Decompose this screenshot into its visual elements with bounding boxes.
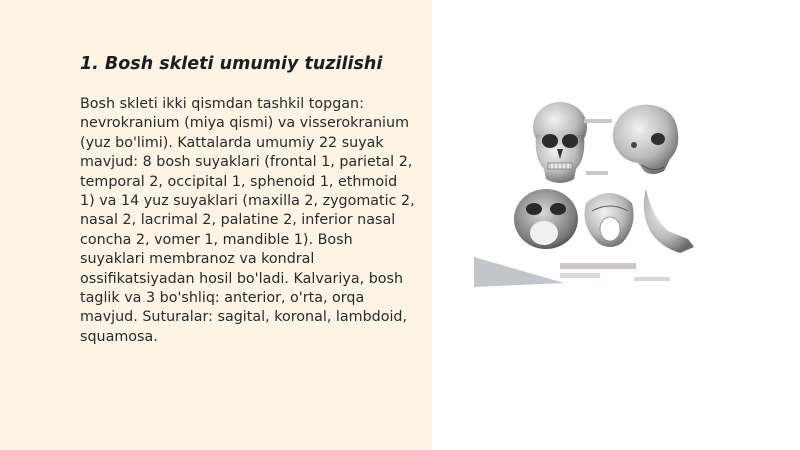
skull-figure bbox=[474, 97, 726, 287]
figure-caption-strip bbox=[474, 257, 670, 287]
slide-body-text: Bosh skleti ikki qismdan tashkil topgan: nevrokranium (miya qismi) va visserokranium (yuz bo'limi). Kattalarda umumiy 22 suyak mavjud: 8 bosh suyaklari (frontal 1, parietal 2, temporal 2, occipital 1, sphenoid 1, ethmoid 1) va 14 yuz suyaklari (maxilla 2, zygomatic 2, nasal 2, lacrimal 2, palatine 2, inferior nasal concha 2, vomer 1, mandible 1). Bosh suyaklari membranoz va kondral ossifikatsiyadan hosil bo'ladi. Kalvariya, bosh taglik va 3 bo'shliq: anterior, o'rta, orqa mavjud. Suturalar: sagital, koronal, lambdoid, squamosa. bbox=[80, 96, 415, 345]
skull-illustration-icon bbox=[474, 97, 726, 287]
mandible-view bbox=[644, 189, 694, 253]
slide-title: 1. Bosh skleti umumiy tuzilishi bbox=[80, 54, 383, 74]
skull-front-view bbox=[533, 102, 587, 183]
skull-base-view bbox=[514, 189, 578, 249]
skull-inner-base-view bbox=[585, 193, 634, 247]
figure-label-marks bbox=[584, 119, 612, 175]
skull-lateral-view bbox=[613, 105, 679, 174]
